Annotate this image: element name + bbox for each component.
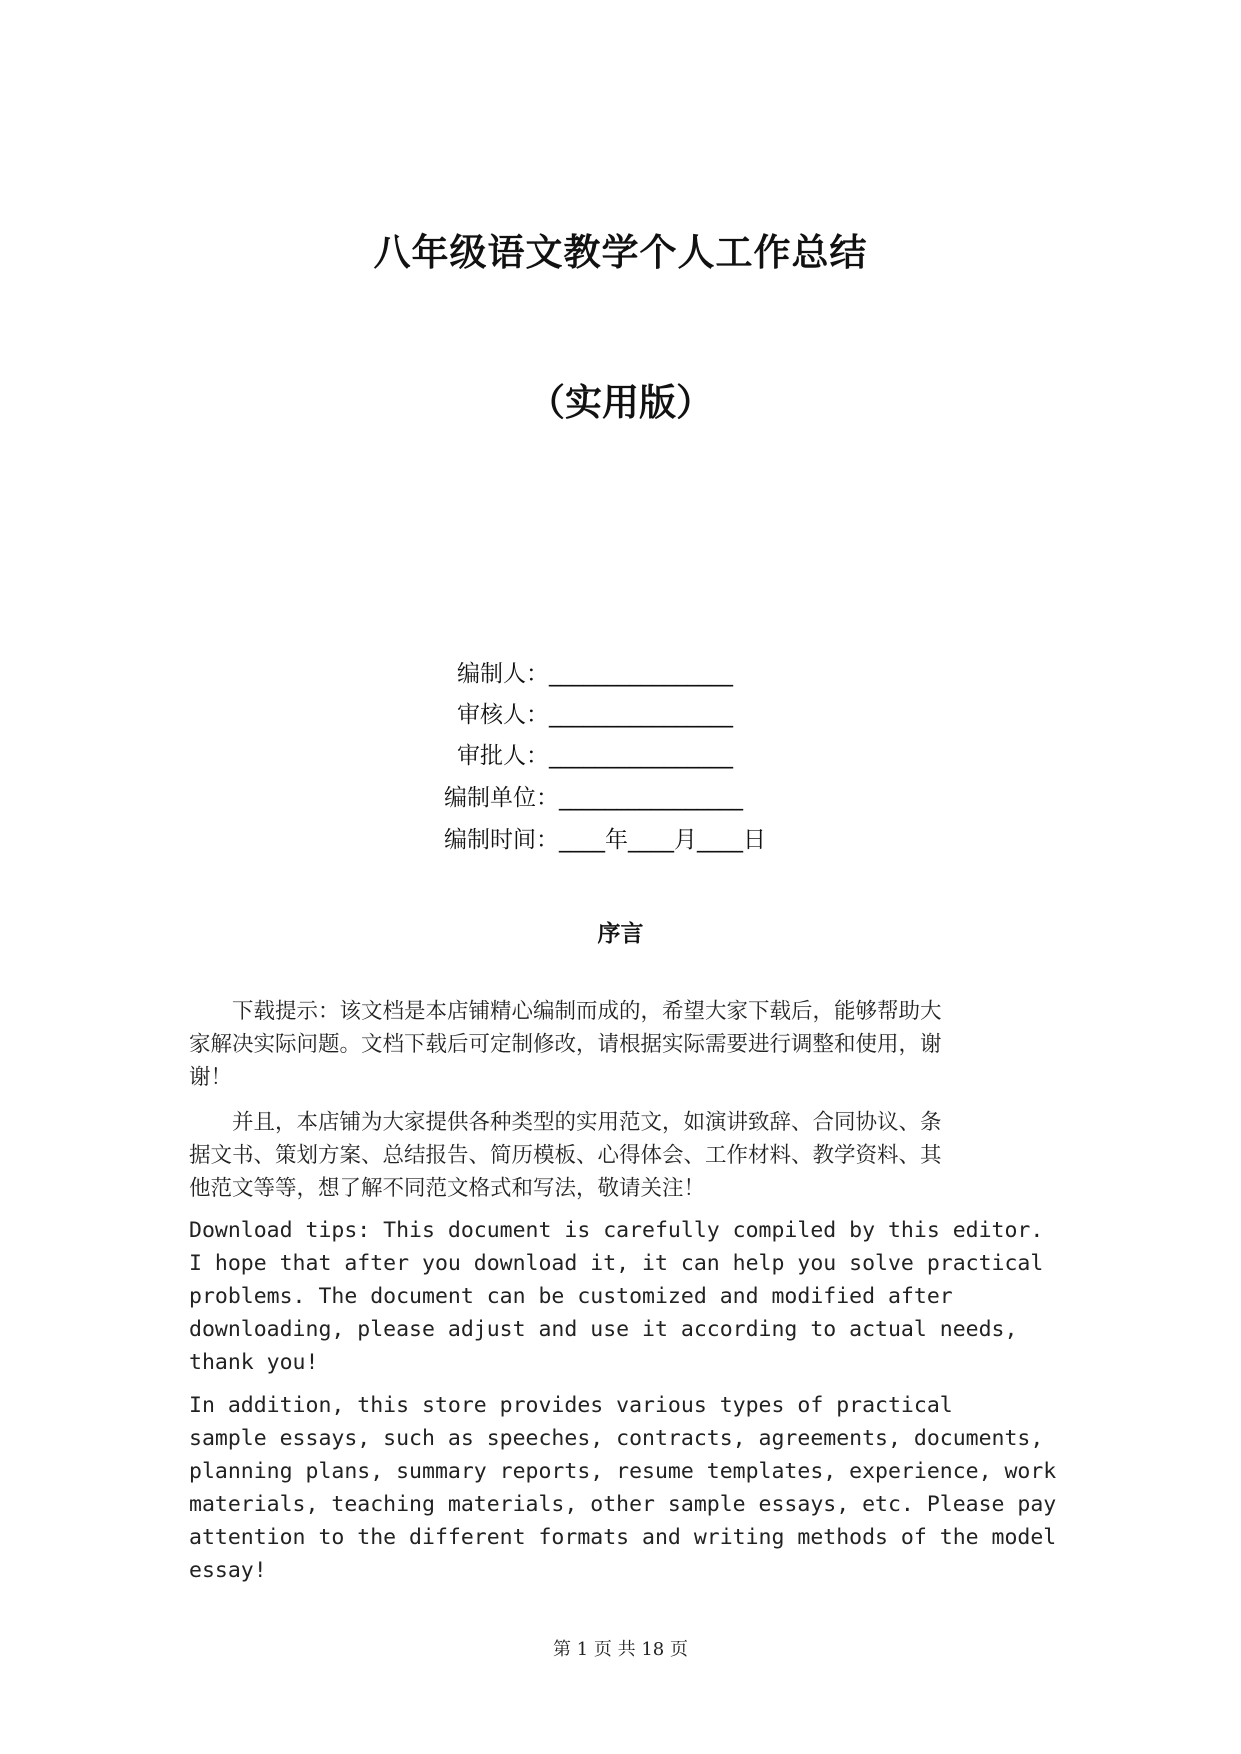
field-label: 审批人： (457, 743, 549, 769)
field-blank-line: ________________ (559, 785, 743, 811)
preface-paragraph-english: Download tips: This document is carefully compiled by this editor. I hope that after you download it, it can help you solve practical problems. The document can be customized and modified after downloading, please adjust and use it according to actual needs, thank you! (189, 1218, 1044, 1375)
field-label: 编制时间： (444, 827, 559, 853)
field-date-line: ____年____月____日 (559, 827, 766, 853)
field-unit (444, 779, 743, 812)
document-subtitle: （实用版） (528, 381, 713, 424)
preface-paragraph-english: In addition, this store provides various types of practical sample essays, such as speeches, contracts, agreements, documents, planning plans, summary reports, resume templates, experience, work materials, teaching materials, other sample essays, etc. Please pay attention to the different formats and writing methods of the model essay! (189, 1393, 1057, 1583)
page-number-footer: 第 1 页 共 18 页 (553, 1639, 688, 1660)
preface-paragraph: 并且，本店铺为大家提供各种类型的实用范文，如演讲致辞、合同协议、条 据文书、策划方案、总结报告、简历模板、心得体会、工作材料、教学资料、其 他范文等等，想了解不同范文格式和写法，敬请关注！ (189, 1110, 942, 1201)
field-label: 编制人： (457, 661, 549, 687)
field-blank-line: ________________ (549, 743, 733, 769)
document-title: 八年级语文教学个人工作总结 (373, 231, 868, 274)
field-date (444, 821, 766, 854)
preface-title: 序言 (597, 921, 644, 947)
field-reviewer (457, 696, 733, 729)
field-compiler (457, 655, 733, 688)
field-label: 审核人： (457, 702, 549, 728)
field-blank-line: ________________ (549, 661, 733, 687)
field-approver (457, 737, 733, 770)
field-blank-line: ________________ (549, 702, 733, 728)
preface-paragraph: 下载提示：该文档是本店铺精心编制而成的，希望大家下载后，能够帮助大 家解决实际问题。文档下载后可定制修改，请根据实际需要进行调整和使用，谢 谢！ (189, 999, 942, 1090)
field-label: 编制单位： (444, 785, 559, 811)
